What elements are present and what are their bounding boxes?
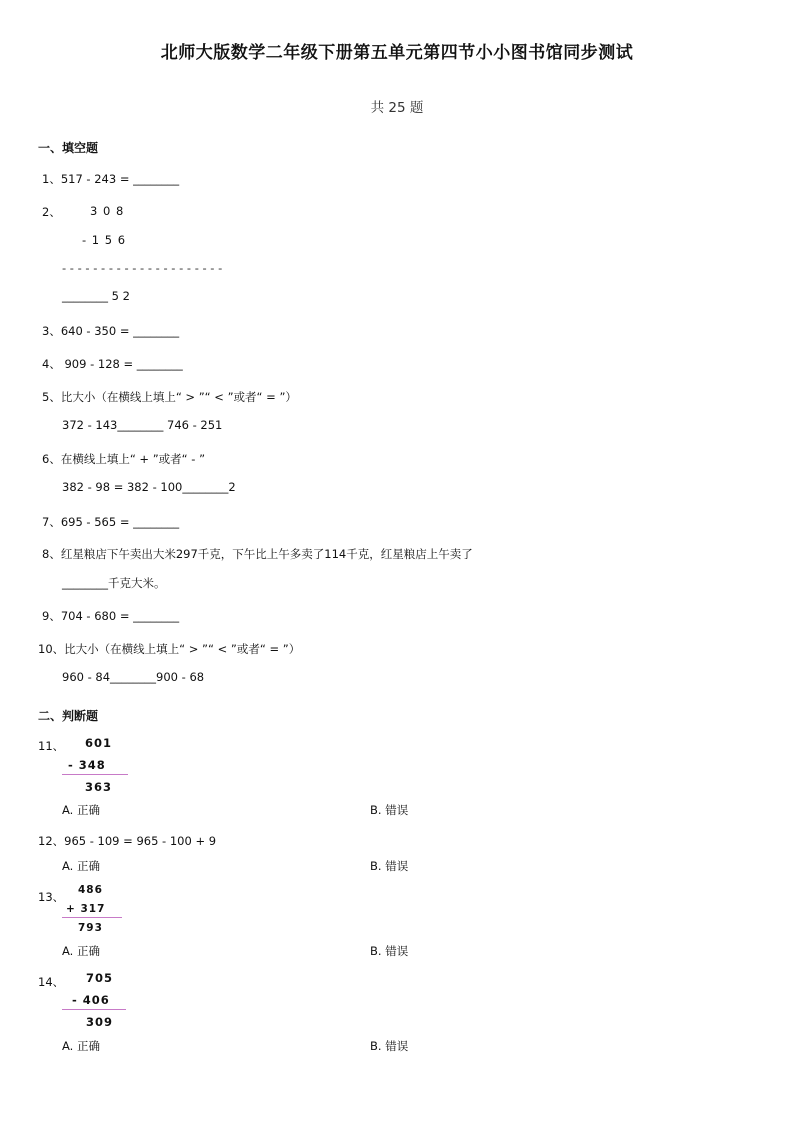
question-9: 9、704 - 680 = ________ — [42, 609, 180, 623]
question-11-label: 11、 — [38, 739, 65, 753]
question-13-addend-1: 486 — [78, 884, 103, 896]
question-5: 5、比大小（在横线上填上“ > ”“ < ”或者“ = ”） — [42, 390, 297, 404]
question-11-option-a[interactable]: A. 正确 — [62, 803, 100, 817]
question-11-minuend: 601 — [85, 736, 113, 750]
question-2-divider: - - - - - - - - - - - - - - - - - - - - - — [62, 261, 223, 275]
question-12-option-a[interactable]: A. 正确 — [62, 859, 100, 873]
question-14-subtrahend: - 406 — [72, 993, 110, 1007]
question-8-answer-line: ________千克大米。 — [62, 576, 166, 590]
section-fill-blank: 一、填空题 — [38, 141, 99, 155]
page-title: 北师大版数学二年级下册第五单元第四节小小图书馆同步测试 — [160, 43, 634, 63]
question-11-result: 363 — [85, 780, 113, 794]
question-13-label: 13、 — [38, 890, 65, 904]
question-8: 8、红星粮店下午卖出大米297千克，下午比上午多卖了114千克，红星粮店上午卖了 — [42, 547, 473, 561]
question-13-result: 793 — [78, 922, 103, 934]
question-14-sum-line — [62, 1009, 126, 1010]
question-12: 12、965 - 109 = 965 - 100 + 9 — [38, 834, 217, 848]
question-10: 10、比大小（在横线上填上“ > ”“ < ”或者“ = ”） — [38, 642, 301, 656]
question-2-subtrahend: - 1 5 6 — [82, 233, 127, 247]
question-6: 6、在横线上填上“ + ”或者“ - ” — [42, 452, 206, 466]
question-12-option-b[interactable]: B. 错误 — [370, 859, 409, 873]
question-2-minuend: 3 0 8 — [90, 204, 125, 218]
section-true-false: 二、判断题 — [38, 709, 99, 723]
question-14-option-b[interactable]: B. 错误 — [370, 1039, 409, 1053]
question-13-addend-2: + 317 — [66, 903, 106, 915]
question-4: 4、 909 - 128 = ________ — [42, 357, 183, 371]
question-1: 1、517 - 243 = ________ — [42, 172, 180, 186]
question-3: 3、640 - 350 = ________ — [42, 324, 180, 338]
question-5-expression: 372 - 143________ 746 - 251 — [62, 418, 223, 432]
question-11-option-b[interactable]: B. 错误 — [370, 803, 409, 817]
question-7: 7、695 - 565 = ________ — [42, 515, 180, 529]
page-subtitle: 共 25 题 — [370, 100, 424, 116]
question-6-expression: 382 - 98 = 382 - 100________2 — [62, 480, 236, 494]
question-14-label: 14、 — [38, 975, 65, 989]
question-11-subtrahend: - 348 — [68, 758, 106, 772]
question-2-label: 2、 — [42, 205, 61, 219]
question-14-result: 309 — [86, 1015, 114, 1029]
question-13-sum-line — [62, 917, 122, 918]
question-13-option-a[interactable]: A. 正确 — [62, 944, 100, 958]
question-14-option-a[interactable]: A. 正确 — [62, 1039, 100, 1053]
question-10-expression: 960 - 84________900 - 68 — [62, 670, 205, 684]
question-13-option-b[interactable]: B. 错误 — [370, 944, 409, 958]
question-11-sum-line — [62, 774, 128, 775]
question-14-minuend: 705 — [86, 971, 114, 985]
question-2-result: ________ 5 2 — [62, 289, 130, 303]
